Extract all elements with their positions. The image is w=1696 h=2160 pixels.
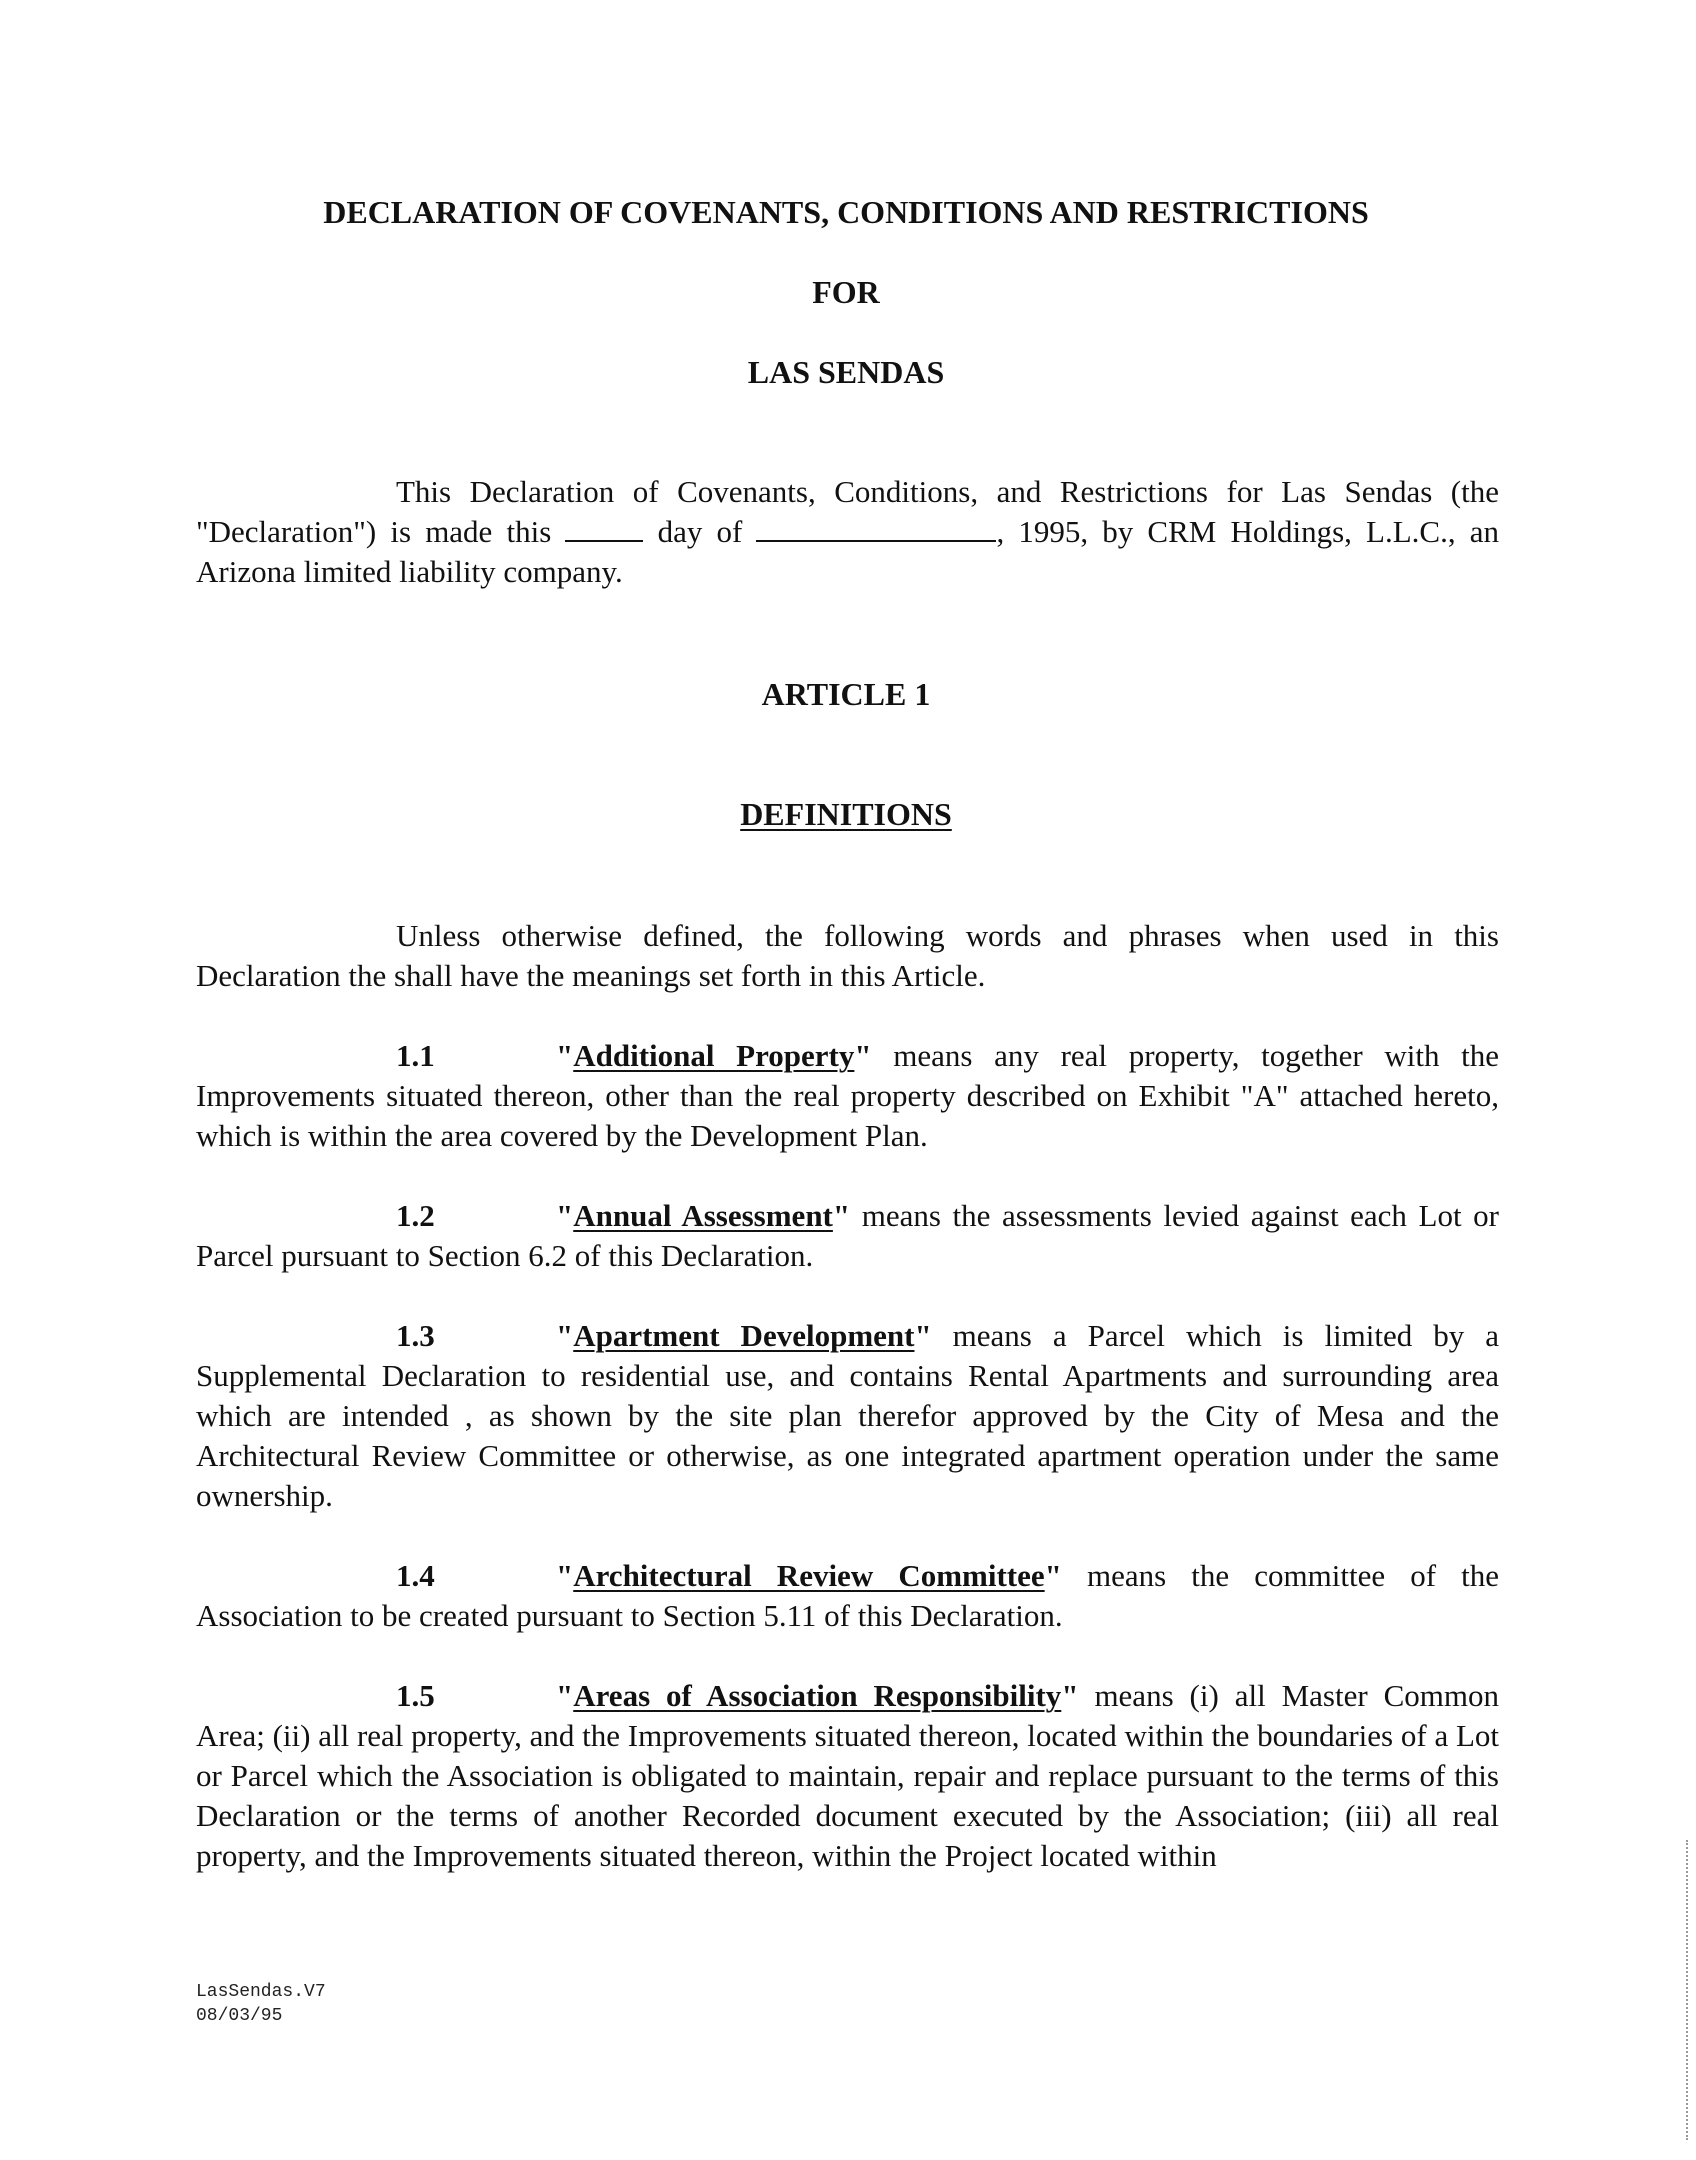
document-footer (196, 1980, 326, 2028)
section-1-5 (196, 1676, 1499, 1876)
day-blank (565, 514, 643, 542)
footer-filename: LasSendas.V7 (196, 1982, 326, 2002)
defined-term-text: Architectural Review Committee (573, 1558, 1045, 1593)
defined-term-text: Additional Property (573, 1038, 855, 1073)
article-intro-text: Unless otherwise defined, the following words and phrases when used in this Declaration the shall have the meanings set forth in this Article. (196, 918, 1499, 993)
section-1-4 (196, 1556, 1499, 1636)
article-heading: ARTICLE 1 (761, 676, 931, 712)
defined-term: "Apartment Development" (556, 1318, 932, 1353)
section-text: means the committee of the Association to be created pursuant to Section 5.11 of this Declaration. (196, 1558, 1499, 1633)
section-text: means the assessments levied against each Lot or Parcel pursuant to Section 6.2 of this Declaration. (196, 1198, 1500, 1273)
defined-term-text: Annual Assessment (573, 1198, 833, 1233)
intro-paragraph (196, 472, 1499, 592)
intro-part3: , 1995, by CRM Holdings, L.L.C., an Arizona limited liability company. (196, 514, 1500, 589)
section-number: 1.3 (396, 1318, 435, 1353)
section-text: means (i) all Master Common Area; (ii) all real property, and the Improvements situated thereon, located within the boundaries of a Lot or Parcel which the Association is obligated to maintain, repair and replace pursuant to the terms of this Declaration or the terms of another Recorded document executed by the Association; (iii) all real property, and the Improvements situated thereon, within the Project located within (196, 1678, 1499, 1873)
document-title: DECLARATION OF COVENANTS, CONDITIONS AND RESTRICTIONS (323, 194, 1369, 230)
defined-term: "Annual Assessment" (556, 1198, 851, 1233)
section-number: 1.1 (396, 1038, 435, 1073)
section-1-1 (196, 1036, 1499, 1156)
article-title-wrapper (196, 794, 1496, 834)
section-text: means a Parcel which is limited by a Supplemental Declaration to residential use, and contains Rental Apartments and surrounding area which are intended , as shown by the site plan therefor approved by the City of Mesa and the Architectural Review Committee or otherwise, as one integrated apartment operation under the same ownership. (196, 1318, 1499, 1513)
defined-term-text: Apartment Development (573, 1318, 915, 1353)
intro-part2: day of (657, 514, 743, 549)
document-title-for: FOR (812, 274, 880, 310)
defined-term: "Additional Property" (556, 1038, 872, 1073)
intro-part1: This Declaration of Covenants, Conditions, and Restrictions for Las Sendas (the "Declaration") is made this (196, 474, 1499, 549)
defined-term-text: Areas of Association Responsibility (573, 1678, 1062, 1713)
article-title: DEFINITIONS (740, 796, 952, 832)
section-number: 1.5 (396, 1678, 435, 1713)
month-blank (756, 514, 996, 542)
scan-edge-marks (1686, 1840, 1690, 2140)
section-number: 1.4 (396, 1558, 435, 1593)
footer-date: 08/03/95 (196, 2006, 283, 2026)
section-1-3 (196, 1316, 1499, 1516)
section-text: means any real property, together with the Improvements situated thereon, other than the real property described on Exhibit "A" attached hereto, which is within the area covered by the Development Plan. (196, 1038, 1500, 1153)
defined-term: "Areas of Association Responsibility" (556, 1678, 1079, 1713)
section-number: 1.2 (396, 1198, 435, 1233)
defined-term: "Architectural Review Committee" (556, 1558, 1062, 1593)
document-title-project: LAS SENDAS (747, 354, 945, 390)
article-intro (196, 916, 1499, 996)
section-1-2 (196, 1196, 1499, 1276)
